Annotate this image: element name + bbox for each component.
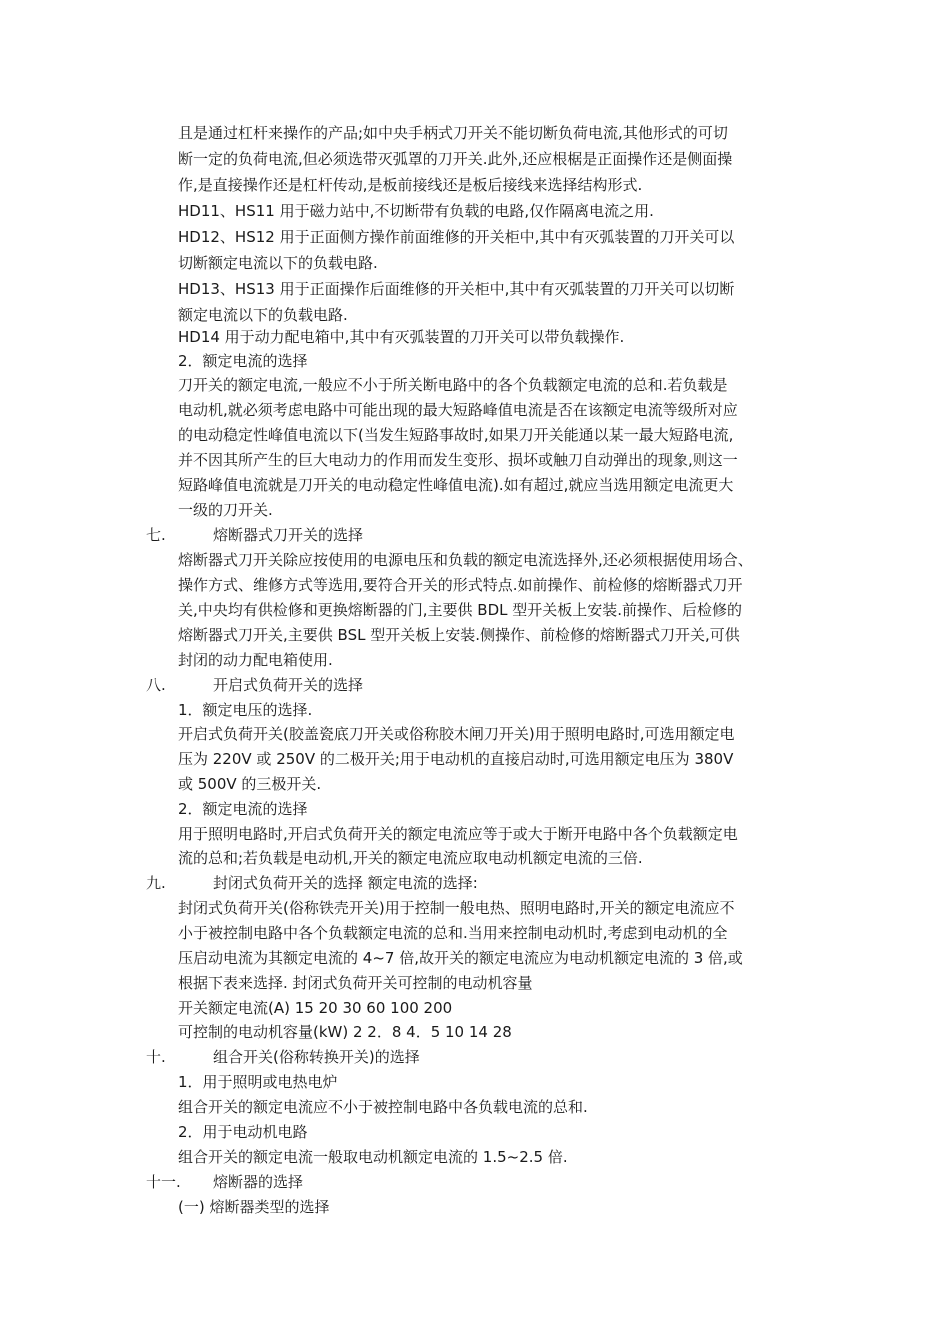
text-line: 根据下表来选择. 封闭式负荷开关可控制的电动机容量 (178, 974, 533, 992)
text-line: HD12、HS12 用于正面侧方操作前面维修的开关柜中,其中有灭弧装置的刀开关可以 (178, 228, 735, 246)
text-line: 额定电流以下的负载电路. (178, 306, 348, 324)
subheading: 2．用于电动机电路 (178, 1123, 308, 1141)
table-row-text: 可控制的电动机容量(kW) 2 2．8 4．5 10 14 28 (178, 1023, 512, 1041)
section-number: 九. (146, 874, 166, 892)
subheading: 2．额定电流的选择 (178, 800, 308, 818)
section-title: 熔断器的选择 (213, 1173, 304, 1191)
text-line: 开启式负荷开关(胶盖瓷底刀开关或俗称胶木闸刀开关)用于照明电路时,可选用额定电 (178, 725, 735, 743)
text-line: 熔断器式刀开关除应按使用的电源电压和负载的额定电流选择外,还必须根据使用场合、 (178, 551, 753, 569)
text-line: 且是通过杠杆来操作的产品;如中央手柄式刀开关不能切断负荷电流,其他形式的可切 (178, 124, 728, 142)
section-number: 十一. (146, 1173, 181, 1191)
text-line: HD13、HS13 用于正面操作后面维修的开关柜中,其中有灭弧装置的刀开关可以切断 (178, 280, 735, 298)
section-number: 十. (146, 1048, 166, 1066)
subheading: 1．用于照明或电热电炉 (178, 1073, 338, 1091)
section-title: 组合开关(俗称转换开关)的选择 (213, 1048, 420, 1066)
text-line: 组合开关的额定电流一般取电动机额定电流的 1.5~2.5 倍. (178, 1148, 568, 1166)
text-line: 封闭的动力配电箱使用. (178, 651, 333, 669)
text-line: 作,是直接操作还是杠杆传动,是板前接线还是板后接线来选择结构形式. (178, 176, 643, 194)
text-line: 熔断器式刀开关,主要供 BSL 型开关板上安装.侧操作、前检修的熔断器式刀开关,可供 (178, 626, 740, 644)
text-line: 的电动稳定性峰值电流以下(当发生短路事故时,如果刀开关能通以某一最大短路电流, (178, 426, 734, 444)
text-line: 组合开关的额定电流应不小于被控制电路中各负载电流的总和. (178, 1098, 588, 1116)
text-line: 电动机,就必须考虑电路中可能出现的最大短路峰值电流是否在该额定电流等级所对应 (178, 401, 738, 419)
text-line: 用于照明电路时,开启式负荷开关的额定电流应等于或大于断开电路中各个负载额定电 (178, 825, 738, 843)
section-title: 熔断器式刀开关的选择 (213, 526, 364, 544)
text-line: 压为 220V 或 250V 的二极开关;用于电动机的直接启动时,可选用额定电压为 380V (178, 750, 734, 768)
text-line: 断一定的负荷电流,但必须选带灭弧罩的刀开关.此外,还应根椐是正面操作还是侧面操 (178, 150, 733, 168)
text-line: 压启动电流为其额定电流的 4~7 倍,故开关的额定电流应为电动机额定电流的 3 倍,或 (178, 949, 743, 967)
text-line: 刀开关的额定电流,一般应不小于所关断电路中的各个负载额定电流的总和.若负载是 (178, 376, 728, 394)
text-line: 一级的刀开关. (178, 501, 273, 519)
subheading: 2．额定电流的选择 (178, 352, 308, 370)
text-line: HD14 用于动力配电箱中,其中有灭弧装置的刀开关可以带负载操作. (178, 328, 625, 346)
text-line: 短路峰值电流就是刀开关的电动稳定性峰值电流).如有超过,就应当选用额定电流更大 (178, 476, 734, 494)
section-number: 七. (146, 526, 166, 544)
table-row-text: 开关额定电流(A) 15 20 30 60 100 200 (178, 999, 453, 1017)
text-line: 小于被控制电路中各个负载额定电流的总和.当用来控制电动机时,考虑到电动机的全 (178, 924, 728, 942)
subheading: (一) 熔断器类型的选择 (178, 1198, 330, 1216)
subheading: 1．额定电压的选择. (178, 701, 313, 719)
text-line: 封闭式负荷开关(俗称铁壳开关)用于控制一般电热、照明电路时,开关的额定电流应不 (178, 899, 735, 917)
text-line: 操作方式、维修方式等选用,要符合开关的形式特点.如前操作、前检修的熔断器式刀开 (178, 576, 743, 594)
text-line: HD11、HS11 用于磁力站中,不切断带有负载的电路,仅作隔离电流之用. (178, 202, 654, 220)
text-line: 并不因其所产生的巨大电动力的作用而发生变形、损坏或触刀自动弹出的现象,则这一 (178, 451, 738, 469)
text-line: 关,中央均有供检修和更换熔断器的门,主要供 BDL 型开关板上安装.前操作、后检修的 (178, 601, 743, 619)
section-title: 封闭式负荷开关的选择 额定电流的选择: (213, 874, 478, 892)
text-line: 流的总和;若负载是电动机,开关的额定电流应取电动机额定电流的三倍. (178, 849, 643, 867)
text-line: 或 500V 的三极开关. (178, 775, 322, 793)
section-number: 八. (146, 676, 166, 694)
section-title: 开启式负荷开关的选择 (213, 676, 364, 694)
text-line: 切断额定电流以下的负载电路. (178, 254, 378, 272)
